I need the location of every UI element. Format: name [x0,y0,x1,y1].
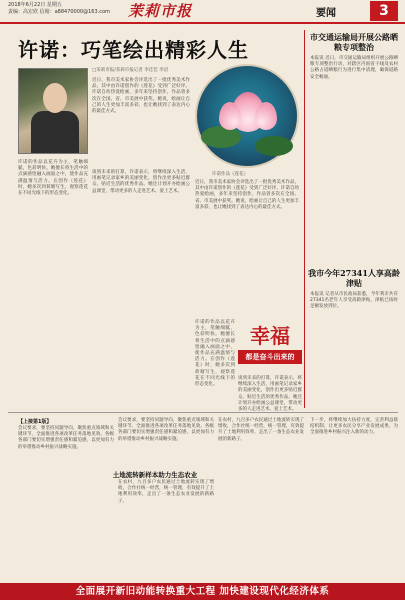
headline-elderly: 我市今年27341人享高龄津贴 [308,268,400,288]
section-divider [8,412,398,413]
newspaper-logo: 茉莉市报 [128,2,193,20]
traffic-body: 本报讯 近日，市交通运输局组织开展公路晒粮专项整治行动，对辖区内国省干线及农村公路占道晒粮行为进行集中清理，确保道路安全畅通。 [310,56,398,80]
story-body-col1: 许诺的作品以花卉为主，笔触细腻，色彩明快。她擅长将生活中的点滴感悟融入画面之中，使作品充满温情与活力。在创作《莲花》时，她多次到荷塘写生，观察莲花在不同光线下的形态变化。 [18,160,88,197]
lower-body-mid: 在农村，九百多户农民通过土地流转实现了增收，合作社统一经营，统一管理，有效提升了土地利用效率，走出了一条生态农业发展的新路子。 [118,480,214,504]
footer-banner [0,583,405,600]
slogan-block [238,320,304,372]
story-body-a: 近日，我市美术家协会评选出了一批优秀美术作品，其中由许诺创作的《莲花》受到广泛好评。许诺自幼热爱绘画，多年来坚持创作，作品曾多次在全国、省、市美展中获奖。她说，绘画让自己的人生更加丰富多彩，也让她找到了表达内心的最佳方式。 [92,78,190,115]
story-title: 许诺：巧笔绘出精彩人生 [18,38,249,62]
slogan-word: 幸福 [250,324,290,348]
elderly-body: 本报讯 记者从市民政局获悉，今年我市共有27341名老年人享受高龄津贴，津贴已按时足额发放到位。 [310,292,398,310]
lower-body-left: 会议要求，要坚持问题导向，聚焦重点领域和关键环节，全面推进各项改革任务落地见效。各级各部门要切实增强责任感和紧迫感，以更加有力的举措推动乡村振兴战略实施。 [18,426,114,450]
editor-line: 责编：高宏欣 信箱：a88470000@163.com [8,9,110,15]
lower-body-mid-top: 会议要求，要坚持问题导向，聚焦重点领域和关键环节，全面推进各项改革任务落地见效。各级各部门要切实增强责任感和紧迫感，以更加有力的举措推动乡村振兴战略实施。 [118,418,214,442]
story-body-col3: 近日，我市美术家协会评选出了一批优秀美术作品，其中由许诺创作的《莲花》受到广泛好评。许诺自幼热爱绘画，多年来坚持创作，作品曾多次在全国、省、市美展中获奖。她说，绘画让自己的人生更加丰富多彩，也让她找到了表达内心的最佳方式。 [195,180,299,210]
story-body-col2: 谈到未来的打算，许诺表示，将继续深入生活，用画笔记录家乡的美丽变化，创作出更多贴近群众、贴近生活的优秀作品。她还计划开办绘画公益课堂，带动更多的人走进艺术、爱上艺术。 [92,170,190,194]
date-line: 2018年6月22日 星期五 [8,2,62,8]
column-divider [304,30,305,408]
lower-subheading: 土地流转新样本助力生态农业 [112,471,198,479]
lower-body-right: 在农村，九百多户农民通过土地流转实现了增收，合作社统一经营，统一管理，有效提升了土地利用效率，走出了一条生态农业发展的新路子。 [218,418,304,442]
page-number: 3 [370,1,398,21]
masthead-rule [0,22,405,24]
masthead-meta [8,2,110,16]
masthead [0,0,405,22]
byline: □茉莉市报/茉莉市报记者 李佳佳 李沼 [92,68,169,73]
lotus-painting [195,64,299,168]
section-name: 要闻 [316,8,336,19]
continued-label: 【上接第1版】 [18,419,52,425]
story-body-col4: 许诺的作品以花卉为主，笔触细腻，色彩明快。她擅长将生活中的点滴感悟融入画面之中，使作品充满温情与活力。在创作《莲花》时，她多次到荷塘写生，观察莲花在不同光线下的形态变化。 [195,320,235,388]
story-body-col5: 谈到未来的打算，许诺表示，将继续深入生活，用画笔记录家乡的美丽变化，创作出更多贴近群众、贴近生活的优秀作品。她还计划开办绘画公益课堂，带动更多的人走进艺术、爱上艺术。 [238,376,302,413]
slogan-sub: 都是奋斗出来的 [238,350,302,364]
footer-slogan: 全面展开新旧动能转换重大工程 加快建设现代化经济体系 [75,586,330,597]
lower-body-far-right: 下一步，将继续加大扶持力度，完善利益联结机制，让更多农民分享产业发展成果，为全面推进乡村振兴注入新的动力。 [310,418,398,436]
painting-caption: 许诺作品《莲花》 [212,172,248,177]
author-photo [18,68,88,154]
headline-traffic: 市交通运输局开展公路晒粮专项整治 [310,32,398,52]
